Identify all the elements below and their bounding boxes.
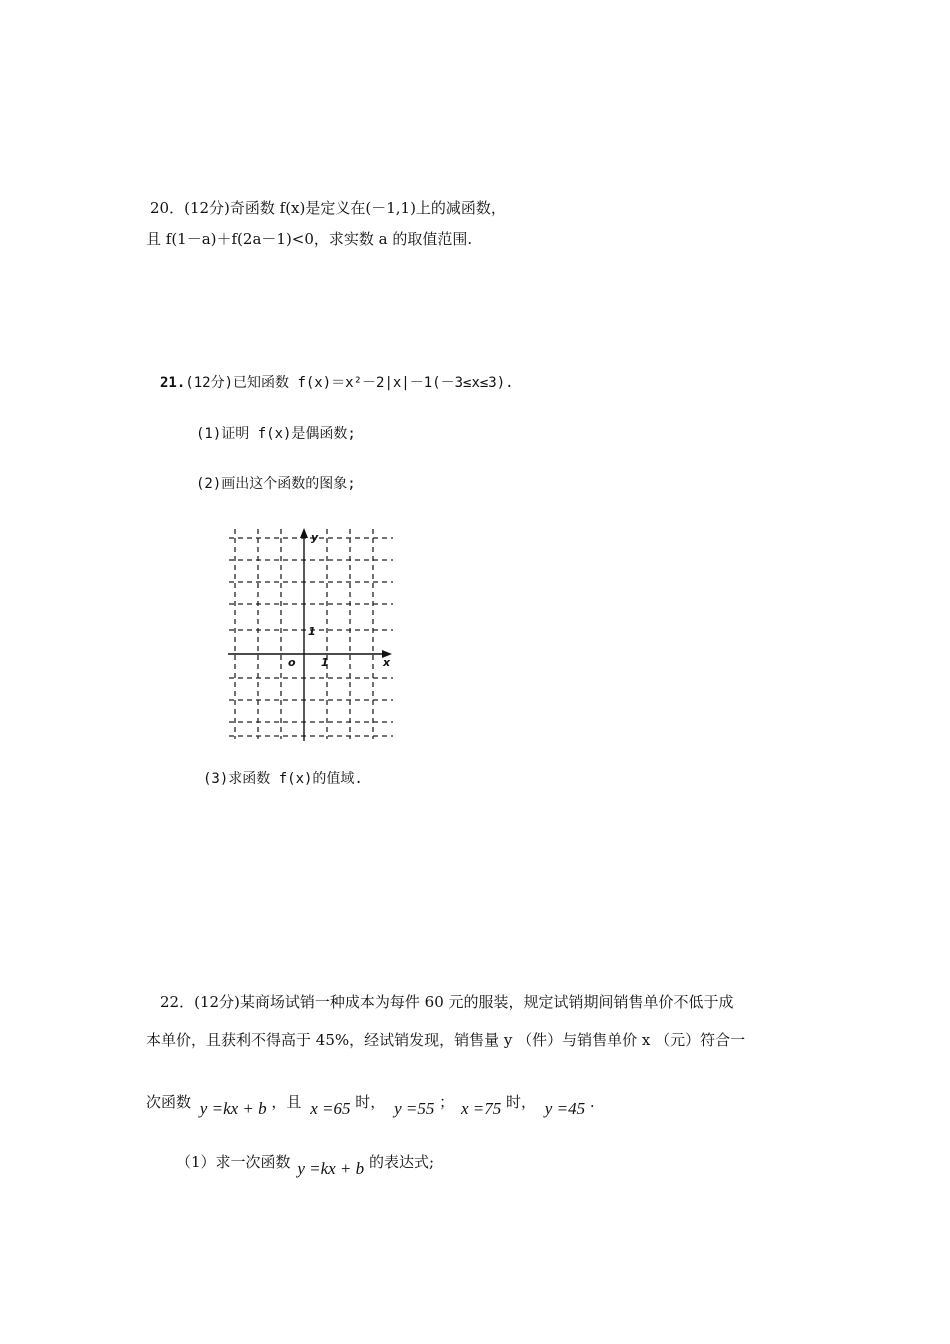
q22-line3-text-c: 时， <box>355 1093 386 1111</box>
y-axis-arrow-icon <box>300 528 308 538</box>
coordinate-grid <box>225 525 397 743</box>
q21-stem-line <box>160 373 514 393</box>
q22-cond-x75: x =75 <box>460 1099 502 1118</box>
q21-part3: (3)求函数 f(x)的值域. <box>203 771 363 787</box>
x-axis-label: x <box>383 656 391 669</box>
q22-cond-x65: x =65 <box>310 1099 351 1118</box>
q22-formula: y =kx + b <box>199 1099 267 1118</box>
q22-part1-text-b: 的表达式; <box>368 1153 435 1171</box>
q21-part1: (1)证明 f(x)是偶函数; <box>196 426 356 442</box>
x-unit-label: 1 <box>321 656 329 669</box>
q22-cond-y55: y =55 <box>394 1099 435 1118</box>
q22-line1: 22．(12分)某商场试销一种成本为每件 60 元的服装，规定试销期间销售单价不低于成 <box>160 993 734 1011</box>
q20-line1: 20．(12分)奇函数 f(x)是定义在(－1,1)上的减函数， <box>150 199 506 217</box>
q22-cond-y45: y =45 <box>544 1099 586 1118</box>
origin-label: o <box>288 656 296 669</box>
q20-line2: 且 f(1－a)＋f(2a－1)<0，求实数 a 的取值范围. <box>146 230 473 248</box>
q22-line3-text-d: ； <box>439 1093 455 1111</box>
y-unit-label: 1 <box>308 625 316 638</box>
q22-part1-text-a: （1）求一次函数 <box>176 1153 291 1171</box>
q21-number: 21. <box>160 375 186 391</box>
q22-part1 <box>176 1152 435 1178</box>
q22-line3-text-e: 时， <box>506 1093 537 1111</box>
q22-line3-text-b: ，且 <box>271 1093 302 1111</box>
q22-line3-text-a: 次函数 <box>146 1093 192 1111</box>
q21-part2: (2)画出这个函数的图象; <box>196 476 356 492</box>
q22-part1-formula: y =kx + b <box>297 1159 365 1178</box>
q21-stem: (12分)已知函数 f(x)＝x²－2|x|－1(－3≤x≤3). <box>185 375 514 391</box>
q22-line2: 本单价，且获利不得高于 45%，经试销发现，销售量 y （件）与销售单价 x （元）符合一 <box>146 1031 746 1049</box>
q22-line3-text-f: . <box>589 1093 595 1111</box>
q22-line3 <box>146 1092 595 1118</box>
y-axis-label: y <box>311 531 319 544</box>
